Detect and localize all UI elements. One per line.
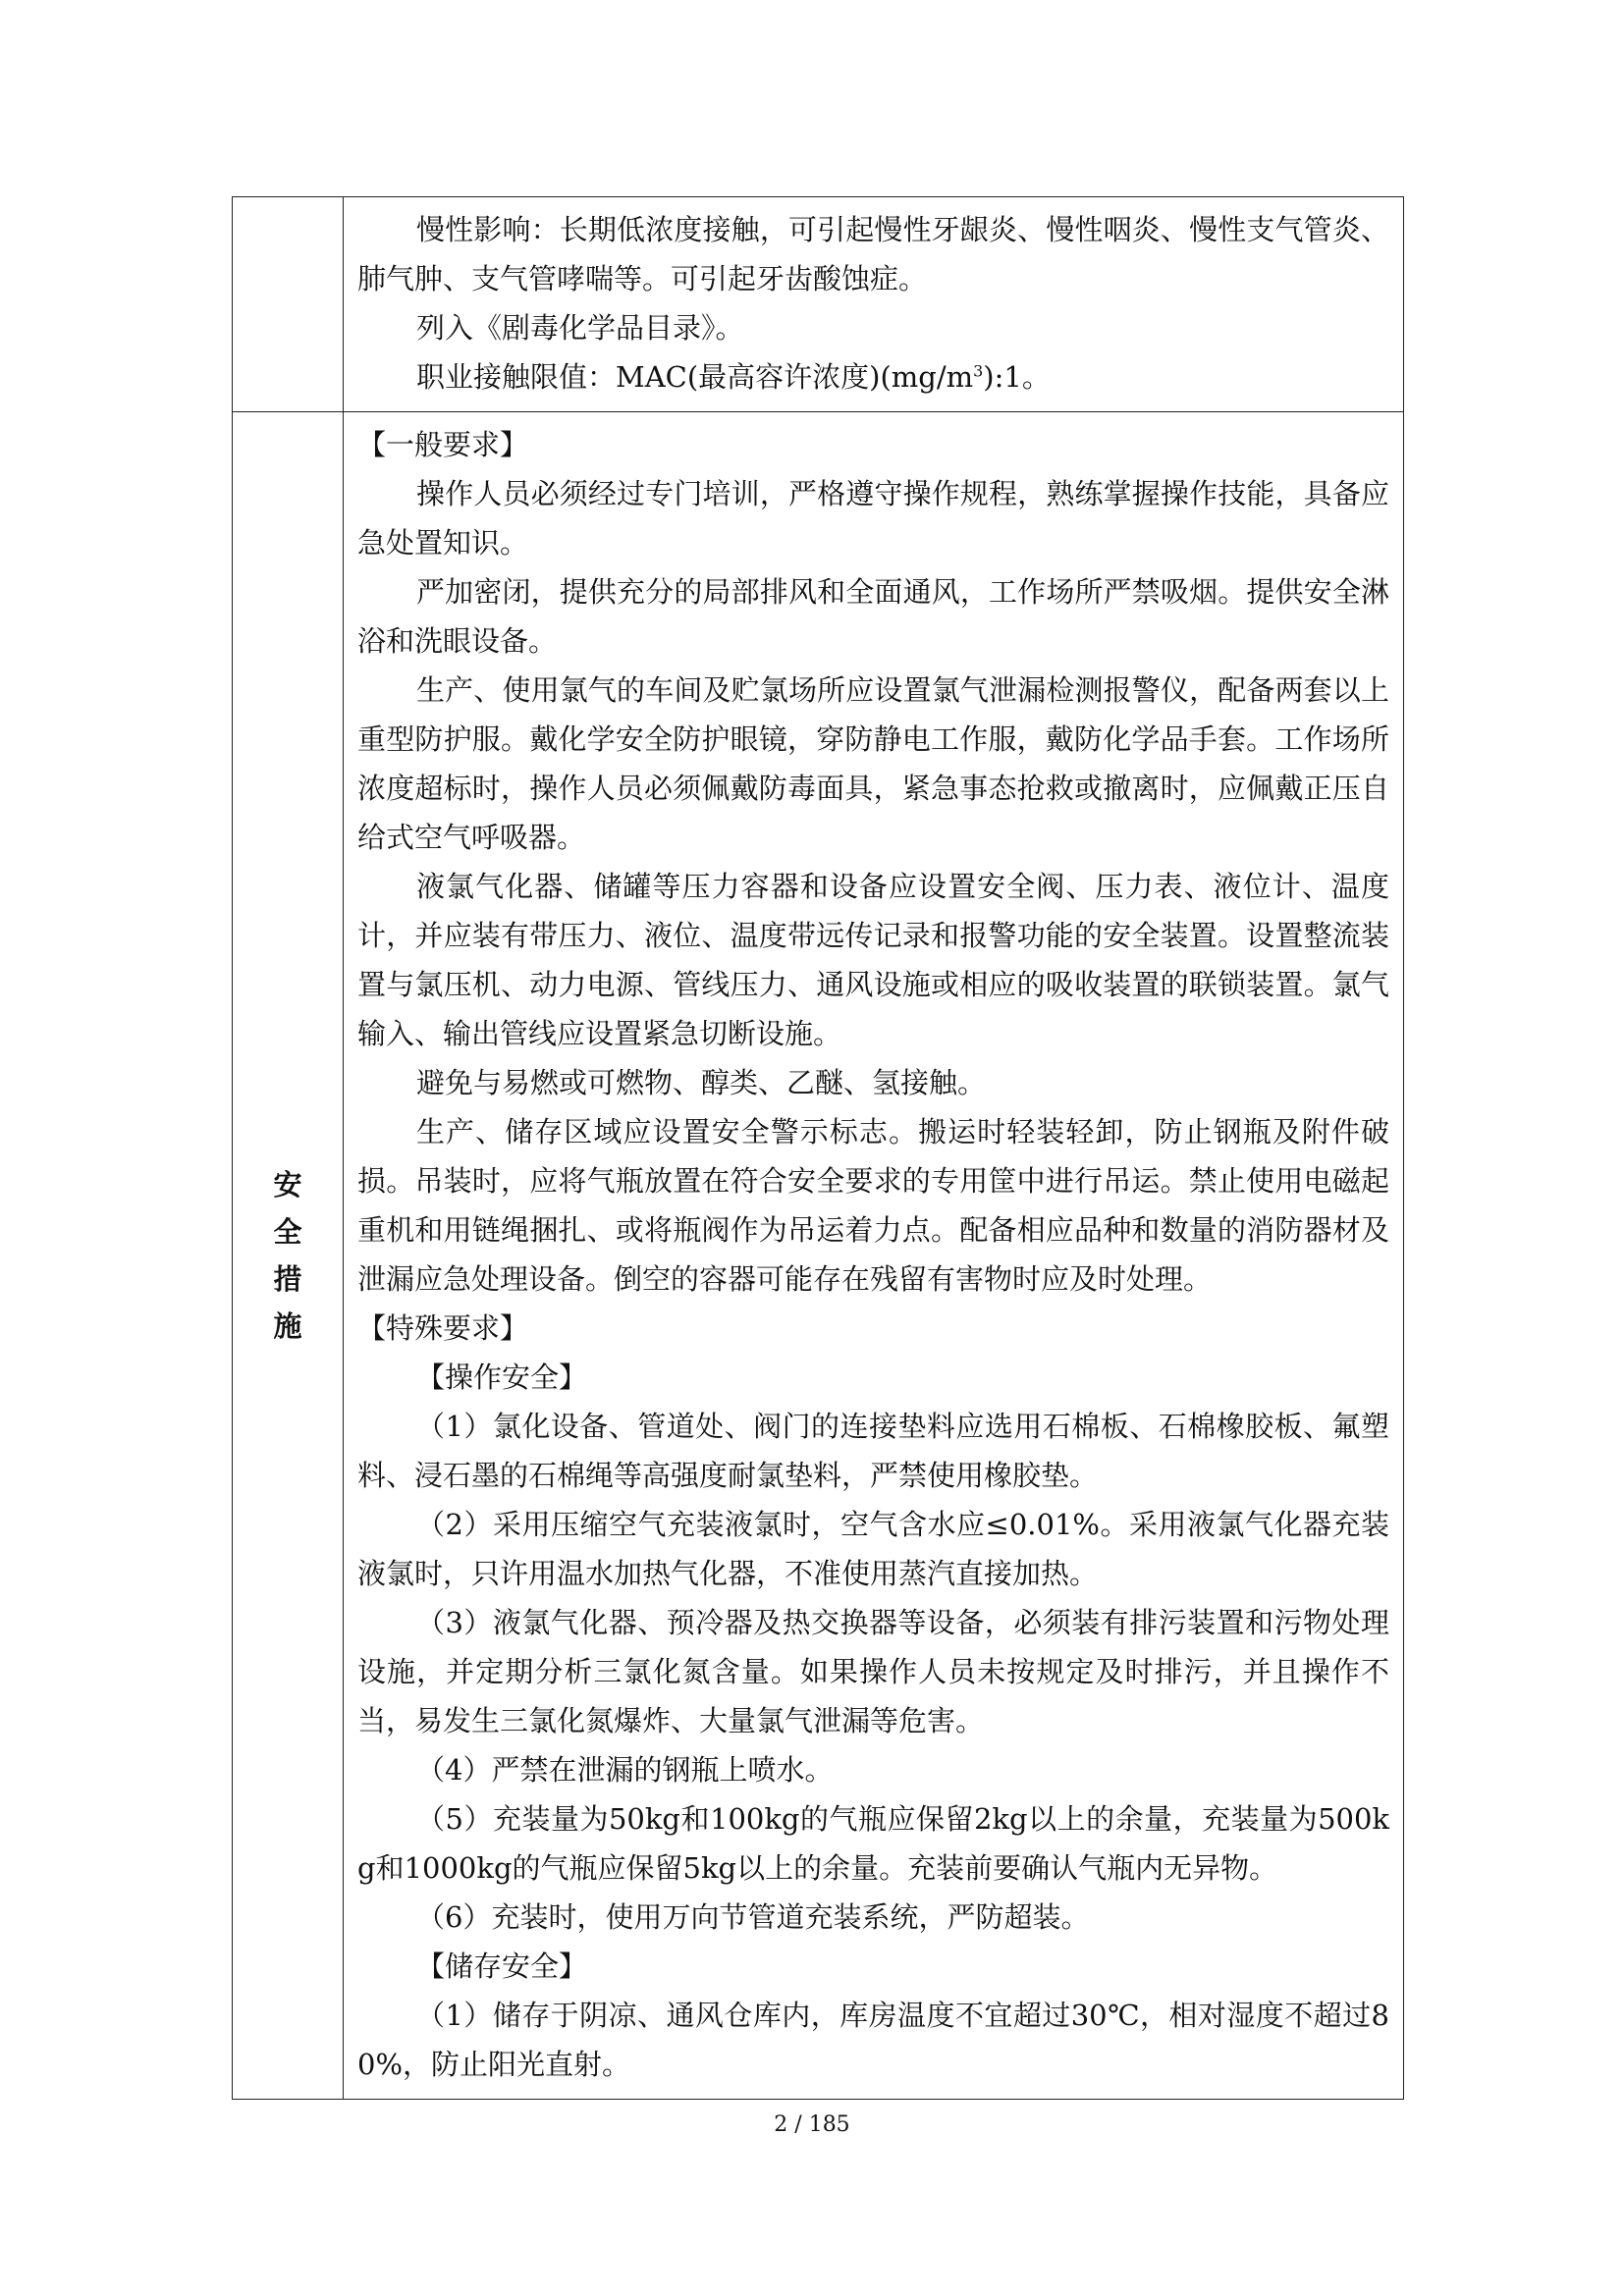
operation-item: （5）充装量为50kg和100kg的气瓶应保留2kg以上的余量，充装量为500kg和1000kg的气瓶应保留5kg以上的余量。充装前要确认气瓶内无异物。 (357, 1802, 1389, 1885)
operation-item: （2）采用压缩空气充装液氯时，空气含水应≤0.01%。采用液氯气化器充装液氯时，只许用温水加热气化器，不准使用蒸汽直接加热。 (357, 1508, 1389, 1590)
storage-safety-heading: 【储存安全】 (416, 1949, 588, 1983)
safety-measures-label: 安 全 措 施 (233, 412, 344, 2100)
general-paragraph: 避免与易燃或可燃物、醇类、乙醚、氢接触。 (416, 1066, 987, 1099)
general-paragraph: 操作人员必须经过专门培训，严格遵守操作规程，熟练掌握操作技能，具备应急处置知识。 (357, 477, 1389, 560)
chronic-effects-text: 慢性影响：长期低浓度接触，可引起慢性牙龈炎、慢性咽炎、慢性支气管炎、肺气肿、支气管哮喘等。可引起牙齿酸蚀症。 (357, 213, 1389, 295)
storage-item: （1）储存于阴凉、通风仓库内，库房温度不宜超过30℃，相对湿度不超过80%，防止阳光直射。 (357, 1999, 1389, 2081)
special-requirements-heading: 【特殊要求】 (357, 1311, 529, 1345)
safety-measures-cell (344, 412, 1404, 2100)
general-paragraph: 生产、储存区域应设置安全警示标志。搬运时轻装轻卸，防止钢瓶及附件破损。吊装时，应将气瓶放置在符合安全要求的专用筐中进行吊运。禁止使用电磁起重机和用链绳捆扎、或将瓶阀作为吊运着力点。配备相应品种和数量的消防器材及泄漏应急处理设备。倒空的容器可能存在残留有害物时应及时处理。 (357, 1115, 1389, 1296)
table-row-health (233, 197, 1404, 412)
general-paragraph: 生产、使用氯气的车间及贮氯场所应设置氯气泄漏检测报警仪，配备两套以上重型防护服。戴化学安全防护眼镜，穿防静电工作服，戴防化学品手套。工作场所浓度超标时，操作人员必须佩戴防毒面具，紧急事态抢救或撤离时，应佩戴正压自给式空气呼吸器。 (357, 673, 1389, 854)
operation-item: （6）充装时，使用万向节管道充装系统，严防超装。 (416, 1900, 1090, 1934)
row-label-empty (233, 197, 344, 412)
catalog-listing-text: 列入《剧毒化学品目录》。 (416, 311, 744, 345)
table-row-safety (233, 412, 1404, 2100)
msds-table (232, 196, 1404, 2100)
page-number: 2 / 185 (774, 2112, 850, 2137)
exposure-limit-text: 职业接触限值：MAC(最高容许浓度)$(mg/m^3):1$。 (416, 360, 1051, 394)
operation-safety-heading: 【操作安全】 (416, 1361, 588, 1394)
general-paragraph: 严加密闭，提供充分的局部排风和全面通风，工作场所严禁吸烟。提供安全淋浴和洗眼设备。 (357, 575, 1389, 658)
operation-item: （1）氯化设备、管道处、阀门的连接垫料应选用石棉板、石棉橡胶板、氟塑料、浸石墨的石棉绳等高强度耐氯垫料，严禁使用橡胶垫。 (357, 1410, 1389, 1492)
general-requirements-heading: 【一般要求】 (357, 428, 529, 461)
health-effects-cell (344, 197, 1404, 412)
general-paragraph: 液氯气化器、储罐等压力容器和设备应设置安全阀、压力表、液位计、温度计，并应装有带压力、液位、温度带远传记录和报警功能的安全装置。设置整流装置与氯压机、动力电源、管线压力、通风设施或相应的吸收装置的联锁装置。氯气输入、输出管线应设置紧急切断设施。 (357, 870, 1389, 1050)
operation-item: （3）液氯气化器、预冷器及热交换器等设备，必须装有排污装置和污物处理设施，并定期分析三氯化氮含量。如果操作人员未按规定及时排污，并且操作不当，易发生三氯化氮爆炸、大量氯气泄漏等危害。 (357, 1606, 1389, 1737)
operation-item: （4）严禁在泄漏的钢瓶上喷水。 (416, 1753, 834, 1787)
